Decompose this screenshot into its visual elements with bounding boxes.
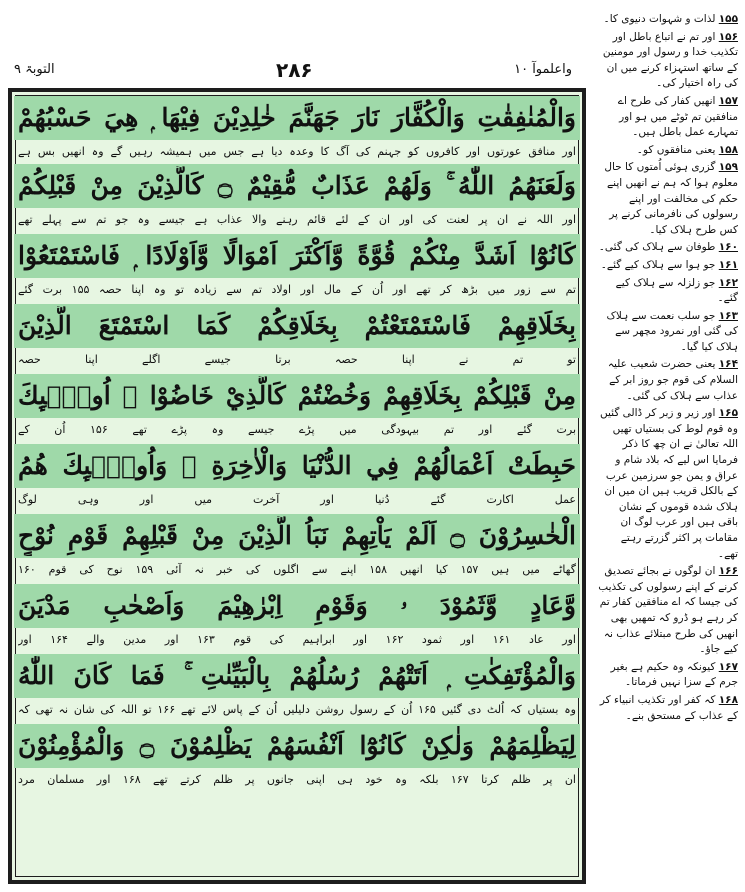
- note-number: ۱۶۸: [718, 693, 738, 706]
- verse-urdu-translation: اور منافق عورتوں اور کافروں کو جہنم کی آگ کا وعدہ دیا ہے جس میں ہمیشہ رہیں گے وہ انھیں بس ہے: [18, 145, 576, 158]
- commentary-notes: [598, 12, 738, 884]
- note-text: جو زلزلہ سے ہلاک کیے گئے۔: [615, 276, 738, 305]
- note-item: [598, 276, 738, 307]
- note-item: [598, 94, 738, 141]
- verse-urdu-translation: اور اللہ نے ان پر لعنت کی اور ان کے لئے قائم رہنے والا عذاب ہے جیسے وہ جو تم سے پہلے تھے: [18, 213, 576, 226]
- note-item: [598, 30, 738, 92]
- verse-arabic-line: كَانُوْٓا اَشَدَّ مِنْكُمْ قُوَّةً وَّاَكْثَرَ اَمْوَالًا وَّاَوْلَادًا ۭ فَاسْتَمْتَعُوْا: [18, 241, 576, 270]
- note-number: ۱۶۳: [718, 309, 738, 322]
- note-number: ۱۵۷: [718, 94, 738, 107]
- verse-arabic-line: وَالْمُنٰفِقٰتِ وَالْكُفَّارَ نَارَ جَهَنَّمَ خٰلِدِيْنَ فِيْهَا ۭ هِيَ حَسْبُهُمْ: [18, 103, 576, 132]
- note-text: جو ہوا سے ہلاک کیے گئے۔: [600, 258, 716, 271]
- note-number: ۱۵۹: [718, 161, 738, 174]
- verse-urdu-translation: عمل اکارت گئے دُنیا اور آخرت میں اور وہی لوگ: [18, 493, 576, 506]
- verse-arabic-line: وَّعَادٍ وَّثَمُوْدَ ۥ وَقَوْمِ اِبْرٰهِيْمَ وَاَصْحٰبِ مَدْيَنَ: [18, 591, 576, 620]
- verse-arabic-line: حَبِطَتْ اَعْمَالُهُمْ فِي الدُّنْيَا وَالْاٰخِرَةِ ۚ وَاُولٰۗىِٕكَ هُمُ: [18, 451, 576, 480]
- note-number: ۱۵۵: [718, 13, 738, 25]
- page-number: ۲۸۶: [276, 58, 313, 82]
- note-text: کیونکہ وہ حکیم ہے بغیر جرم کے سزا نہیں فرماتا۔: [610, 660, 738, 689]
- verse-arabic-line: بِخَلَاقِهِمْ فَاسْتَمْتَعْتُمْ بِخَلَاقِكُمْ كَمَا اسْتَمْتَعَ الَّذِيْنَ: [18, 311, 576, 340]
- verse-urdu-translation: تو تم نے اپنا حصہ برتا جیسے اگلے اپنا حصہ: [18, 353, 576, 366]
- verse-arabic-line: مِنْ قَبْلِكُمْ بِخَلَاقِهِمْ وَخُضْتُمْ كَالَّذِيْ خَاضُوْا ۭ اُولٰۗىِٕكَ: [18, 381, 576, 410]
- note-text: یعنی منافقوں کو۔: [636, 143, 716, 156]
- note-number: ۱۶۰: [718, 241, 738, 254]
- note-text: طوفان سے ہلاک کی گئی۔: [598, 241, 716, 254]
- surah-name: التوبۃ ۹: [14, 62, 55, 77]
- note-number: ۱۵۶: [718, 30, 738, 43]
- note-item: [598, 564, 738, 658]
- verse-arabic-line: لِيَظْلِمَهُمْ وَلٰكِنْ كَانُوْٓا اَنْفُسَهُمْ يَظْلِمُوْنَ ۝ وَالْمُؤْمِنُوْنَ: [18, 731, 576, 760]
- note-item: [598, 258, 738, 274]
- note-number: ۱۶۲: [718, 276, 738, 289]
- note-number: ۱۶۱: [718, 258, 738, 271]
- note-text: جو سلب نعمت سے ہلاک کی گئی اور نمرود مچھر سے ہلاک کیا گیا۔: [606, 309, 738, 353]
- note-text: کہ کفر اور تکذیب انبیاء کر کے عذاب کے مستحق بنے۔: [599, 693, 738, 722]
- note-text: گزری ہوئی اُمتوں کا حال معلوم ہوا کہ ہم نے انھیں اپنے حکم کی مخالفت اور اپنے رسولوں کی نافرمانی کرنے پر کس طرح ہلاک کیا۔: [604, 161, 738, 236]
- note-item: [598, 693, 738, 724]
- verse-urdu-translation: ان پر ظلم کرتا ۱۶۷ بلکہ وہ خود ہی اپنی جانوں پر ظلم کرتے تھے ۱۶۸ اور مسلمان مرد: [18, 773, 576, 786]
- note-number: ۱۶۶: [718, 565, 738, 578]
- note-item: [598, 660, 738, 691]
- juz-name: واعلموآ ۱۰: [514, 62, 572, 77]
- note-number: ۱۶۷: [718, 660, 738, 673]
- note-item: [598, 309, 738, 356]
- note-text: اور تم نے اتباع باطل اور تکذیب خدا و رسول اور مومنین کے ساتھ استہزاء کرنے میں ان کی راہ اختیار کی۔: [602, 30, 738, 90]
- note-item: [598, 12, 738, 28]
- verse-urdu-translation: برت گئے اور تم بیہودگی میں پڑے جیسے وہ پڑے تھے ۱۵۶ اُن کے: [18, 423, 576, 436]
- note-text: یعنی حضرت شعیب علیہ السلام کی قوم جو روز ابر کے عذاب سے ہلاک کی گئی۔: [607, 358, 738, 402]
- note-item: [598, 143, 738, 159]
- note-text: انھیں کفار کی طرح اے منافقین تم ٹوٹے میں ہو اور تمہارے عمل باطل ہیں۔: [617, 94, 738, 139]
- verse-urdu-translation: گھاٹے میں ہیں ۱۵۷ کیا انھیں ۱۵۸ اپنے سے اگلوں کی خبر نہ آئی ۱۵۹ نوح کی قوم ۱۶۰: [18, 563, 576, 576]
- note-number: ۱۵۸: [718, 143, 738, 156]
- note-number: ۱۶۵: [718, 407, 738, 420]
- verse-urdu-translation: اور عاد ۱۶۱ اور ثمود ۱۶۲ اور ابراہیم کی قوم ۱۶۳ اور مدین والے ۱۶۴ اور: [18, 633, 576, 646]
- verse-arabic-line: وَلَعَنَهُمُ اللّٰهُ ۚ وَلَهُمْ عَذَابٌ مُّقِيْمٌ ۝ كَالَّذِيْنَ مِنْ قَبْلِكُمْ: [18, 171, 576, 200]
- note-item: [598, 160, 738, 238]
- note-item: [598, 357, 738, 404]
- note-item: [598, 240, 738, 256]
- note-text: لذات و شہوات دنیوی کا۔: [603, 13, 716, 25]
- note-item: [598, 406, 738, 562]
- verse-arabic-line: وَالْمُؤْتَفِكٰتِ ۭ اَتَتْهُمْ رُسُلُهُمْ بِالْبَيِّنٰتِ ۚ فَمَا كَانَ اللّٰهُ: [18, 661, 576, 690]
- page-header: [8, 58, 588, 86]
- note-text: اور زیر و زبر کر ڈالی گئیں وہ قوم لوط کی بستیاں تھیں اللہ تعالیٰ نے ان چھ کا ذکر فرمایا اس لیے کہ بلاد شام و عراق و یمن جو سرزمین عرب کے بالکل قریب ہیں ان میں ان ہلاک شدہ قوموں کے نشان باقی ہیں اور عرب لوگ ان مقامات پر اکثر گزرتے رہتے تھے۔: [600, 407, 738, 560]
- verse-urdu-translation: تم سے زور میں بڑھ کر تھے اور اُن کے مال اور اولاد تم سے زیادہ تو وہ اپنا حصہ ۱۵۵ برت گئے: [18, 283, 576, 296]
- note-number: ۱۶۴: [718, 358, 738, 371]
- verse-arabic-line: الْخٰسِرُوْنَ ۝ اَلَمْ يَاْتِهِمْ نَبَاُ الَّذِيْنَ مِنْ قَبْلِهِمْ قَوْمِ نُوْحٍ: [18, 521, 576, 550]
- verse-urdu-translation: وہ بستیاں کہ اُلٹ دی گئیں ۱۶۵ اُن کے رسول روشن دلیلیں اُن کے پاس لائے تھے ۱۶۶ تو اللہ کی شان نہ تھی کہ: [18, 703, 576, 716]
- note-text: ان لوگوں نے بجائے تصدیق کرنے کے اپنے رسولوں کی تکذیب کی جیسا کہ اے منافقین کفار تم کر رہے ہو ڈرو کہ تمھیں بھی انھیں کی طرح مبتلائے عذاب نہ کیے جاؤ۔: [598, 565, 738, 656]
